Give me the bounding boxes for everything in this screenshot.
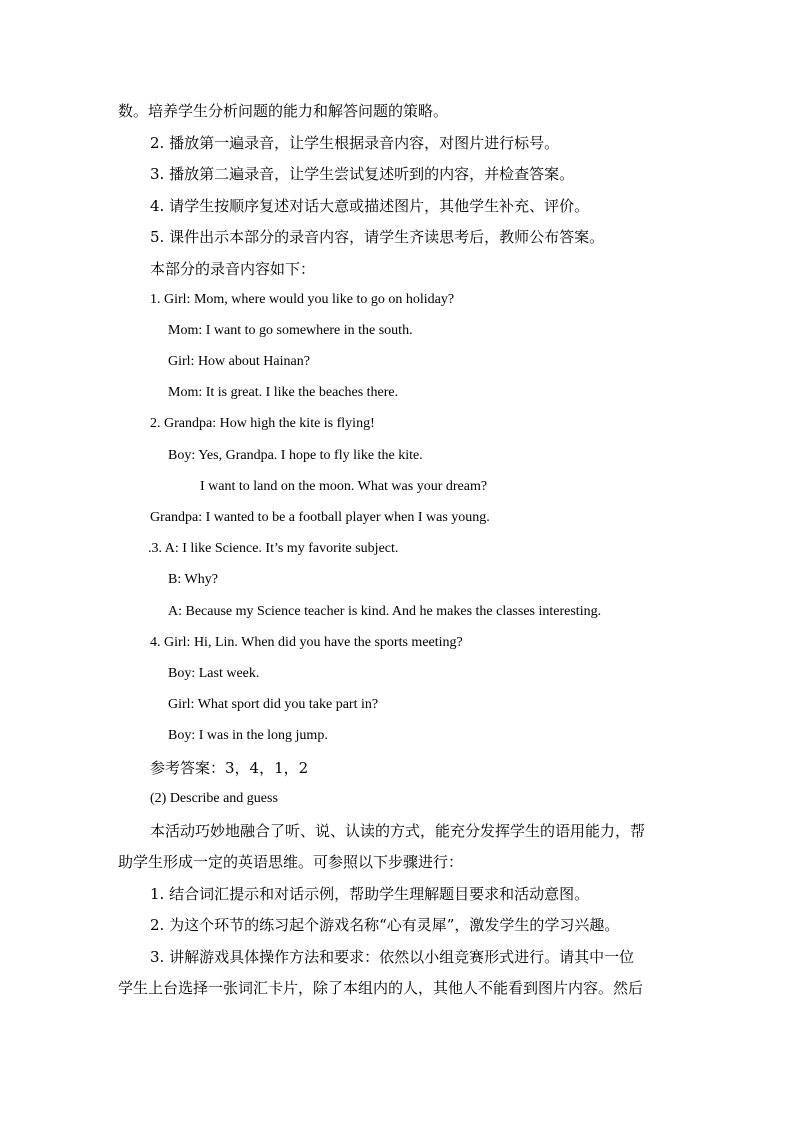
dialogue-line: Grandpa: I wanted to be a football player when I was young. [150,510,490,525]
step-item: 1. 结合词汇提示和对话示例，帮助学生理解题目要求和活动意图。 [150,885,590,903]
step-item: 3. 讲解游戏具体操作方法和要求：依然以小组竞赛形式进行。请其中一位 [150,948,635,966]
step-item: 4. 请学生按顺序复述对话大意或描述图片，其他学生补充、评价。 [150,197,590,215]
dialogue-line: Boy: I was in the long jump. [168,728,328,743]
dialogue-line: I want to land on the moon. What was your dream? [200,479,488,494]
dialogue-line: Girl: What sport did you take part in? [168,697,379,712]
dialogue-line: 1. Girl: Mom, where would you like to go on holiday? [150,292,455,307]
paragraph-line: 助学生形成一定的英语思维。可参照以下步骤进行： [118,853,464,871]
answer-key: 参考答案：3，4，1，2 [150,759,309,777]
step-item: 2. 为这个环节的练习起个游戏名称“心有灵犀”，激发学生的学习兴趣。 [150,916,620,934]
paragraph-line: 本活动巧妙地融合了听、说、认读的方式，能充分发挥学生的语用能力，帮 [150,822,646,840]
dialogue-line: Girl: How about Hainan? [168,354,310,369]
paragraph-line: 数。培养学生分析问题的能力和解答问题的策略。 [118,102,449,120]
step-item: 3. 播放第二遍录音，让学生尝试复述听到的内容，并检查答案。 [150,165,575,183]
paragraph-line: 学生上台选择一张词汇卡片，除了本组内的人，其他人不能看到图片内容。然后 [118,979,644,997]
dialogue-line: 4. Girl: Hi, Lin. When did you have the sports meeting? [150,635,463,650]
dialogue-line: B: Why? [168,572,218,587]
step-item: 2. 播放第一遍录音，让学生根据录音内容，对图片进行标号。 [150,134,560,152]
section-heading: (2) Describe and guess [150,791,278,806]
dialogue-line: A: Because my Science teacher is kind. And he makes the classes interesting. [168,604,602,619]
dialogue-line: Mom: I want to go somewhere in the south. [168,323,413,338]
dialogue-line: 2. Grandpa: How high the kite is flying! [150,416,375,431]
dialogue-line: .3. A: I like Science. It’s my favorite subject. [148,541,399,556]
dialogue-line: Boy: Last week. [168,666,260,681]
dialogue-line: Boy: Yes, Grandpa. I hope to fly like the kite. [168,448,423,463]
dialogue-line: Mom: It is great. I like the beaches there. [168,385,399,400]
step-item: 5. 课件出示本部分的录音内容，请学生齐读思考后，教师公布答案。 [150,228,605,246]
paragraph-line: 本部分的录音内容如下： [150,260,316,278]
